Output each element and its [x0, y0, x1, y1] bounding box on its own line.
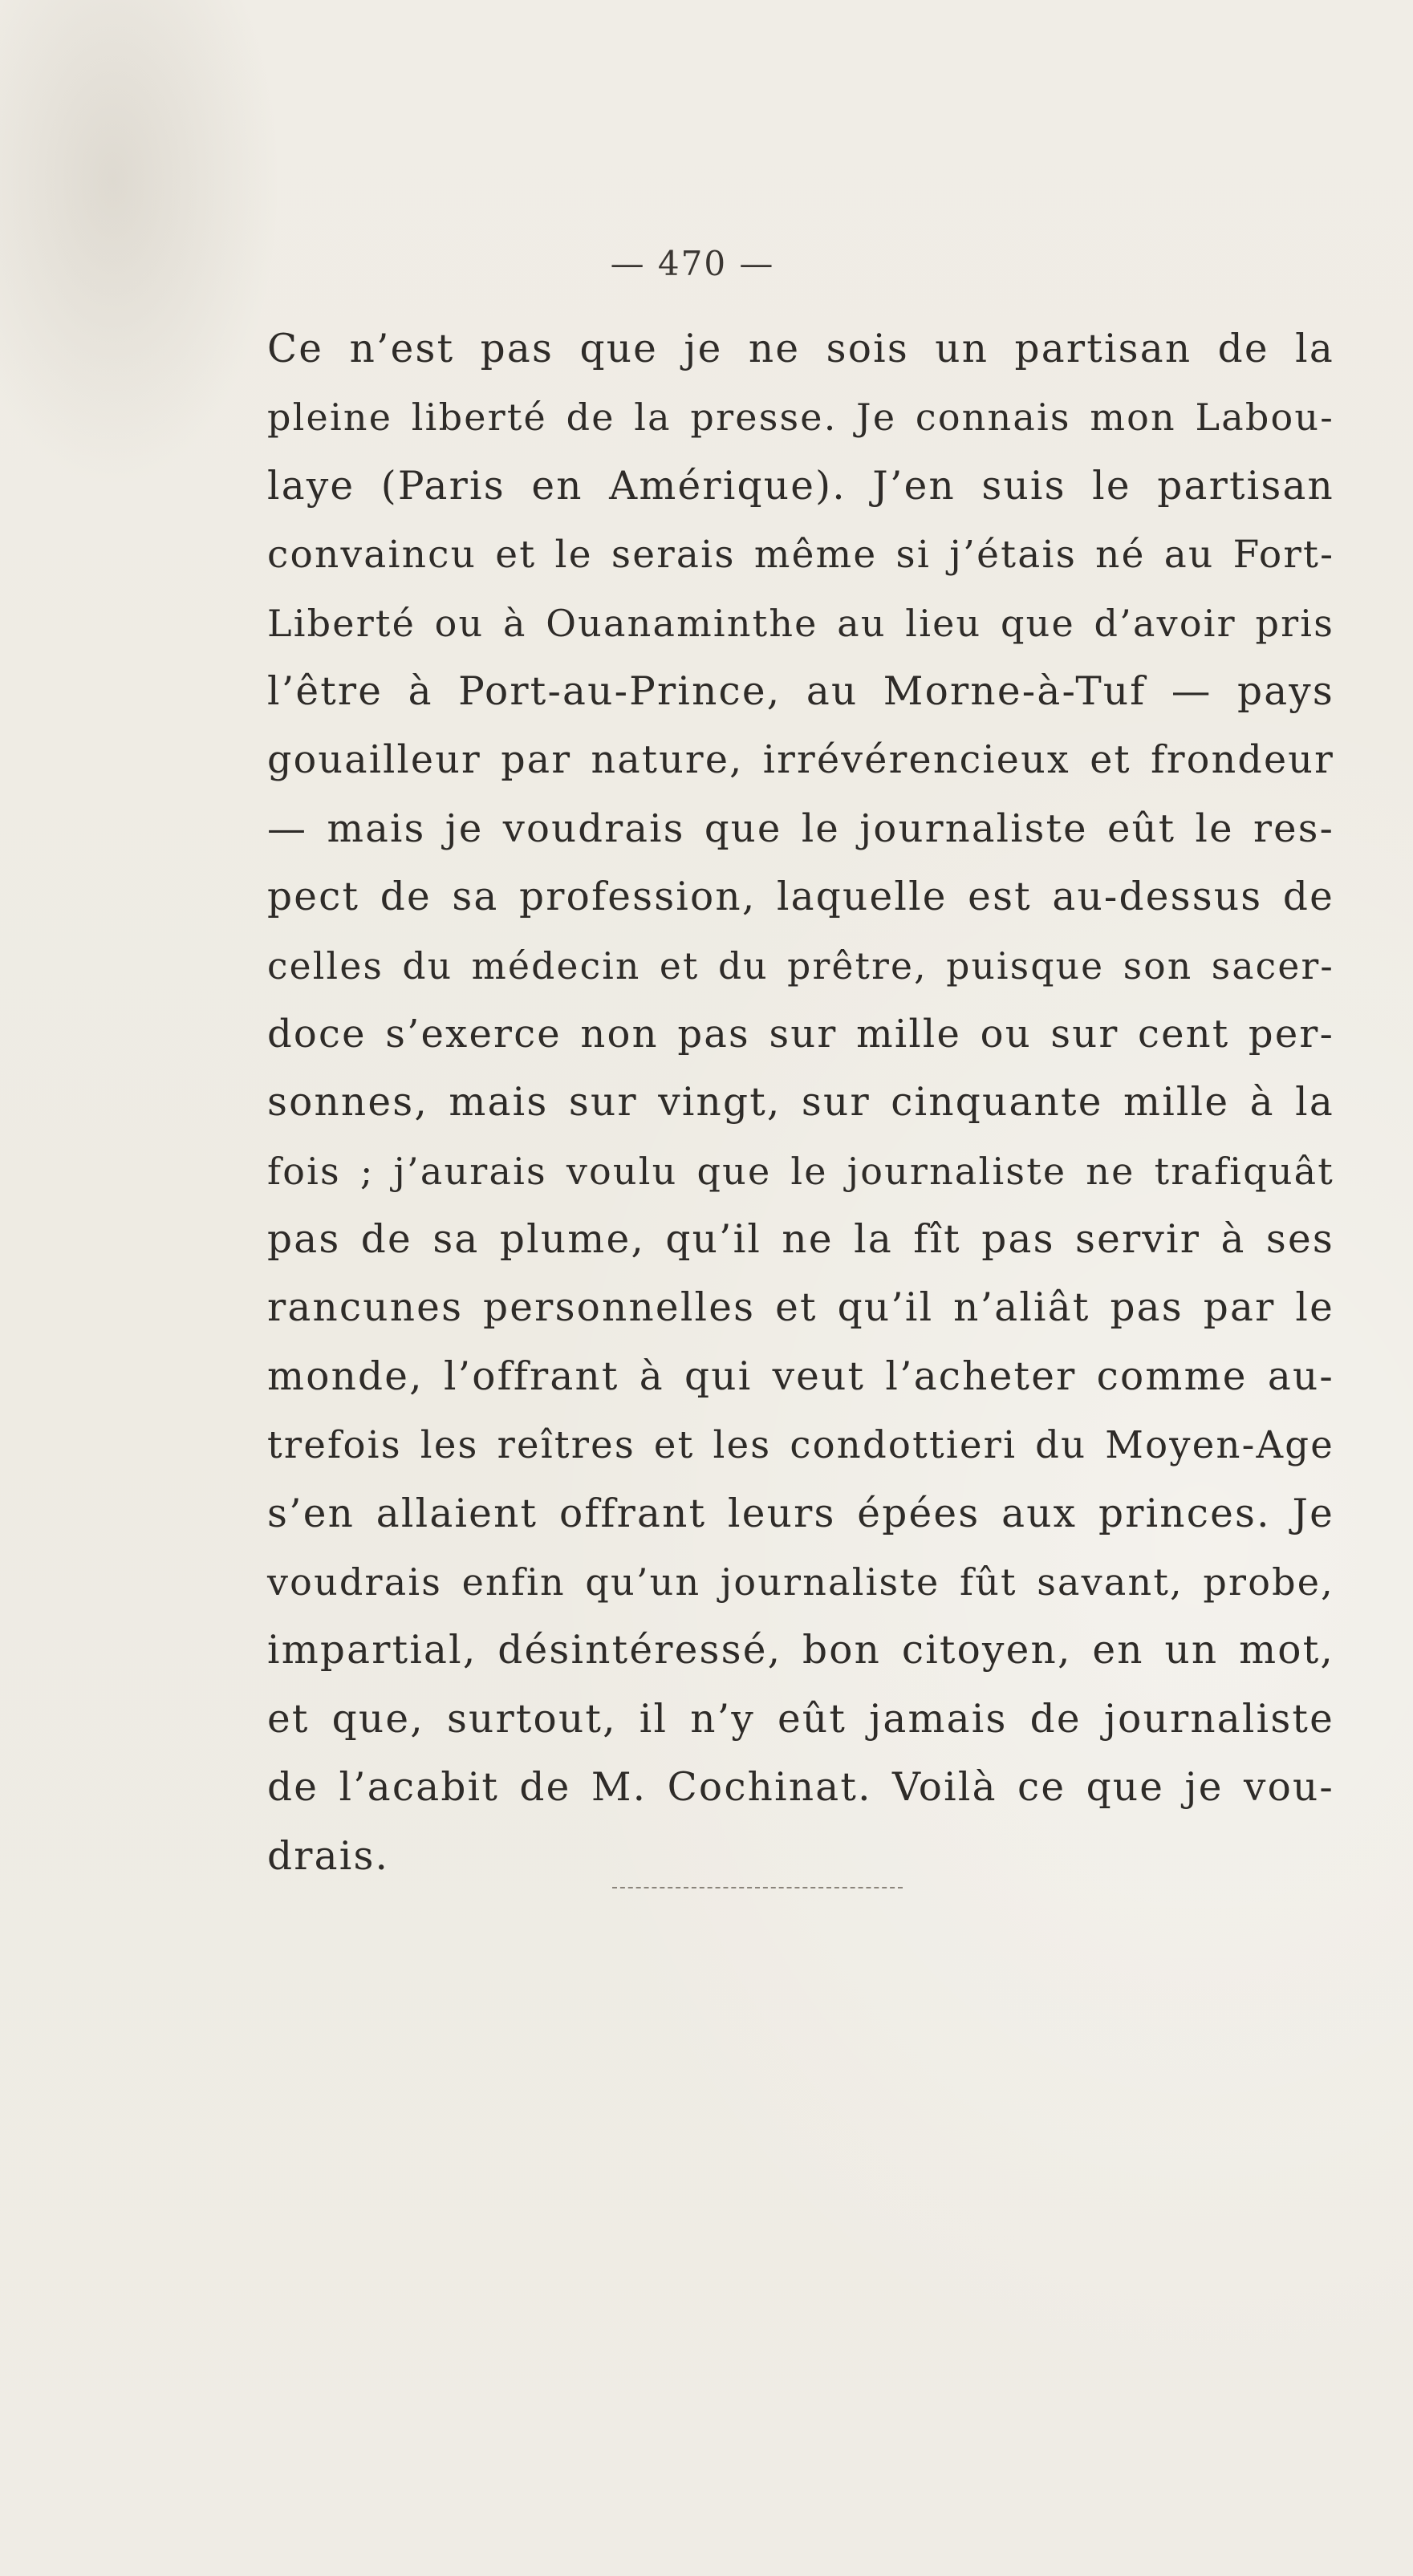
text-line: celles du médecin et du prêtre, puisque son sacer-: [267, 944, 1334, 988]
text-line: gouailleur par nature, irrévérencieux et frondeur: [267, 738, 1334, 783]
section-end-rule: [612, 1887, 903, 1888]
text-line: impartial, désintéressé, bon citoyen, en un mot,: [267, 1628, 1334, 1673]
text-line: pect de sa profession, laquelle est au-dessus de: [267, 874, 1334, 920]
text-line: pleine liberté de la presse. Je connais mon Labou-: [267, 396, 1334, 440]
text-line: doce s’exerce non pas sur mille ou sur cent per-: [267, 1011, 1334, 1057]
page-number: — 470 —: [610, 244, 775, 283]
text-line: sonnes, mais sur vingt, sur cinquante mille à la: [267, 1080, 1334, 1126]
text-line: Liberté ou à Ouanaminthe au lieu que d’avoir pris: [267, 601, 1334, 645]
text-line: monde, l’offrant à qui veut l’acheter comme au-: [267, 1353, 1334, 1399]
text-line: convaincu et le serais même si j’étais né au Fort-: [267, 533, 1335, 578]
text-line: pas de sa plume, qu’il ne la fît pas servir à ses: [267, 1217, 1334, 1263]
body-text: [267, 315, 1334, 1891]
text-line: rancunes personnelles et qu’il n’aliât pas par le: [267, 1285, 1334, 1331]
text-line: l’être à Port-au-Prince, au Morne-à-Tuf — pays: [267, 668, 1334, 714]
text-line: trefois les reîtres et les condottieri du Moyen-Age: [267, 1423, 1334, 1467]
text-line: — mais je voudrais que le journaliste eût le res-: [267, 805, 1334, 851]
text-line: s’en allaient offrant leurs épées aux princes. Je: [267, 1491, 1334, 1536]
text-line: voudrais enfin qu’un journaliste fût savant, probe,: [267, 1560, 1334, 1604]
text-line: drais.: [267, 1833, 390, 1879]
text-line: Ce n’est pas que je ne sois un partisan de la: [267, 327, 1334, 371]
text-line: fois ; j’aurais voulu que le journaliste ne trafiquât: [267, 1149, 1334, 1193]
text-line: laye (Paris en Amérique). J’en suis le partisan: [267, 463, 1334, 509]
text-line: de l’acabit de M. Cochinat. Voilà ce que je vou-: [267, 1765, 1334, 1811]
text-line: et que, surtout, il n’y eût jamais de journaliste: [267, 1696, 1334, 1742]
